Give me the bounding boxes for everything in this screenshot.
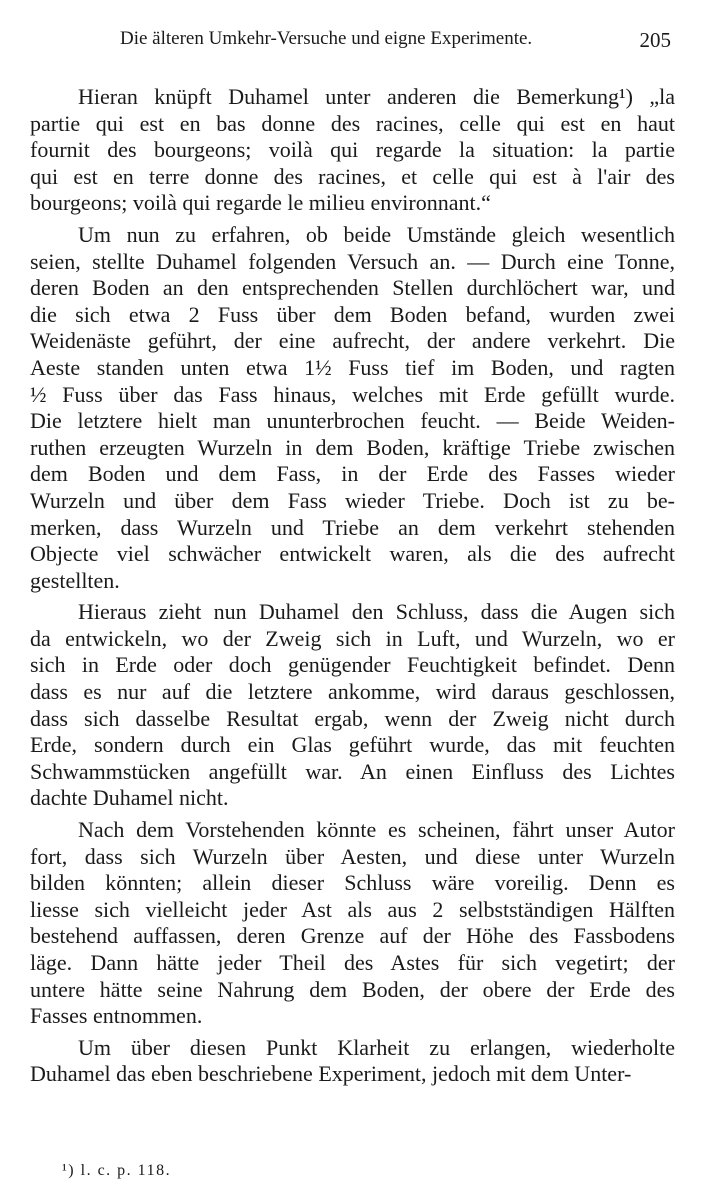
paragraph — [30, 222, 675, 594]
running-head — [120, 28, 671, 54]
text-line: Schwammstücken angefüllt war. An einen Einfluss des Lichtes — [30, 758, 675, 784]
text-line: sich in Erde oder doch genügender Feuchtigkeit befindet. Denn — [30, 652, 675, 678]
paragraph — [30, 1035, 675, 1088]
text-line: Duhamel das eben beschriebene Experiment, jedoch mit dem Unter- — [30, 1061, 632, 1087]
text-line: Wurzeln und über dem Fass wieder Triebe. Doch ist zu be- — [30, 487, 675, 513]
text-line: merken, dass Wurzeln und Triebe an dem verkehrt stehenden — [30, 514, 675, 540]
text-line: Hieraus zieht nun Duhamel den Schluss, dass die Augen sich — [78, 599, 675, 625]
text-line: dass es nur auf die letztere ankomme, wird daraus geschlossen, — [30, 679, 675, 705]
text-line: fort, dass sich Wurzeln über Aesten, und diese unter Wurzeln — [30, 843, 675, 869]
text-line: liesse sich vielleicht jeder Ast als aus 2 selbstständigen Hälften — [30, 896, 675, 922]
footnote: ¹) l. c. p. 118. — [62, 1162, 172, 1179]
text-line: läge. Dann hätte jeder Theil des Astes für sich vegetirt; der — [30, 950, 675, 975]
text-line: Weidenäste geführt, der eine aufrecht, der andere verkehrt. Die — [30, 328, 675, 354]
text-line: Die letztere hielt man ununterbrochen feucht. — Beide Weiden- — [30, 408, 675, 434]
body-text — [30, 84, 675, 1088]
text-line: bilden könnten; allein dieser Schluss wäre voreilig. Denn es — [30, 870, 675, 896]
text-line: dass sich dasselbe Resultat ergab, wenn der Zweig nicht durch — [30, 705, 675, 731]
text-line: Fasses entnommen. — [30, 1003, 203, 1029]
text-line: dem Boden und dem Fass, in der Erde des Fasses wieder — [30, 461, 675, 487]
text-line: untere hätte seine Nahrung dem Boden, der obere der Erde des — [30, 976, 675, 1002]
text-line: die sich etwa 2 Fuss über dem Boden befand, wurden zwei — [30, 301, 675, 327]
paragraph — [30, 84, 675, 217]
paragraph — [30, 599, 675, 812]
running-title: Die älteren Umkehr-Versuche und eigne Experimente. — [120, 28, 533, 49]
text-line: Hieran knüpft Duhamel unter anderen die Bemerkung¹) „la — [78, 84, 675, 109]
text-line: ruthen erzeugten Wurzeln in dem Boden, kräftige Triebe zwischen — [30, 434, 675, 460]
text-line: fournit des bourgeons; voilà qui regarde la situation: la partie — [30, 137, 675, 163]
text-line: gestellten. — [30, 567, 120, 593]
text-line: dachte Duhamel nicht. — [30, 785, 229, 811]
text-line: ½ Fuss über das Fass hinaus, welches mit Erde gefüllt wurde. — [30, 381, 675, 407]
text-line: qui est en terre donne des racines, et celle qui est à l'air des — [30, 163, 675, 189]
text-line: Objecte viel schwächer entwickelt waren, als die des aufrecht — [30, 541, 675, 567]
text-line: Nach dem Vorstehenden könnte es scheinen, fährt unser Autor — [78, 817, 675, 843]
text-line: Um über diesen Punkt Klarheit zu erlangen, wiederholte — [78, 1034, 675, 1060]
text-line: Aeste standen unten etwa 1½ Fuss tief im Boden, und ragten — [30, 354, 675, 380]
text-line: Um nun zu erfahren, ob beide Umstände gleich wesentlich — [78, 221, 675, 247]
text-line: seien, stellte Duhamel folgenden Versuch an. — Durch eine Tonne, — [30, 248, 675, 274]
text-line: deren Boden an den entsprechenden Stellen durchlöchert war, und — [30, 275, 675, 301]
text-line: partie qui est en bas donne des racines, celle qui est en haut — [30, 110, 675, 136]
text-line: Erde, sondern durch ein Glas geführt wurde, das mit feuchten — [30, 732, 675, 758]
text-line: da entwickeln, wo der Zweig sich in Luft, und Wurzeln, wo er — [30, 625, 675, 651]
text-line: bestehend auffassen, deren Grenze auf der Höhe des Fassbodens — [30, 923, 675, 949]
paragraph — [30, 817, 675, 1030]
page-number: 205 — [639, 28, 671, 52]
text-line: bourgeons; voilà qui regarde le milieu environnant.“ — [30, 190, 491, 216]
